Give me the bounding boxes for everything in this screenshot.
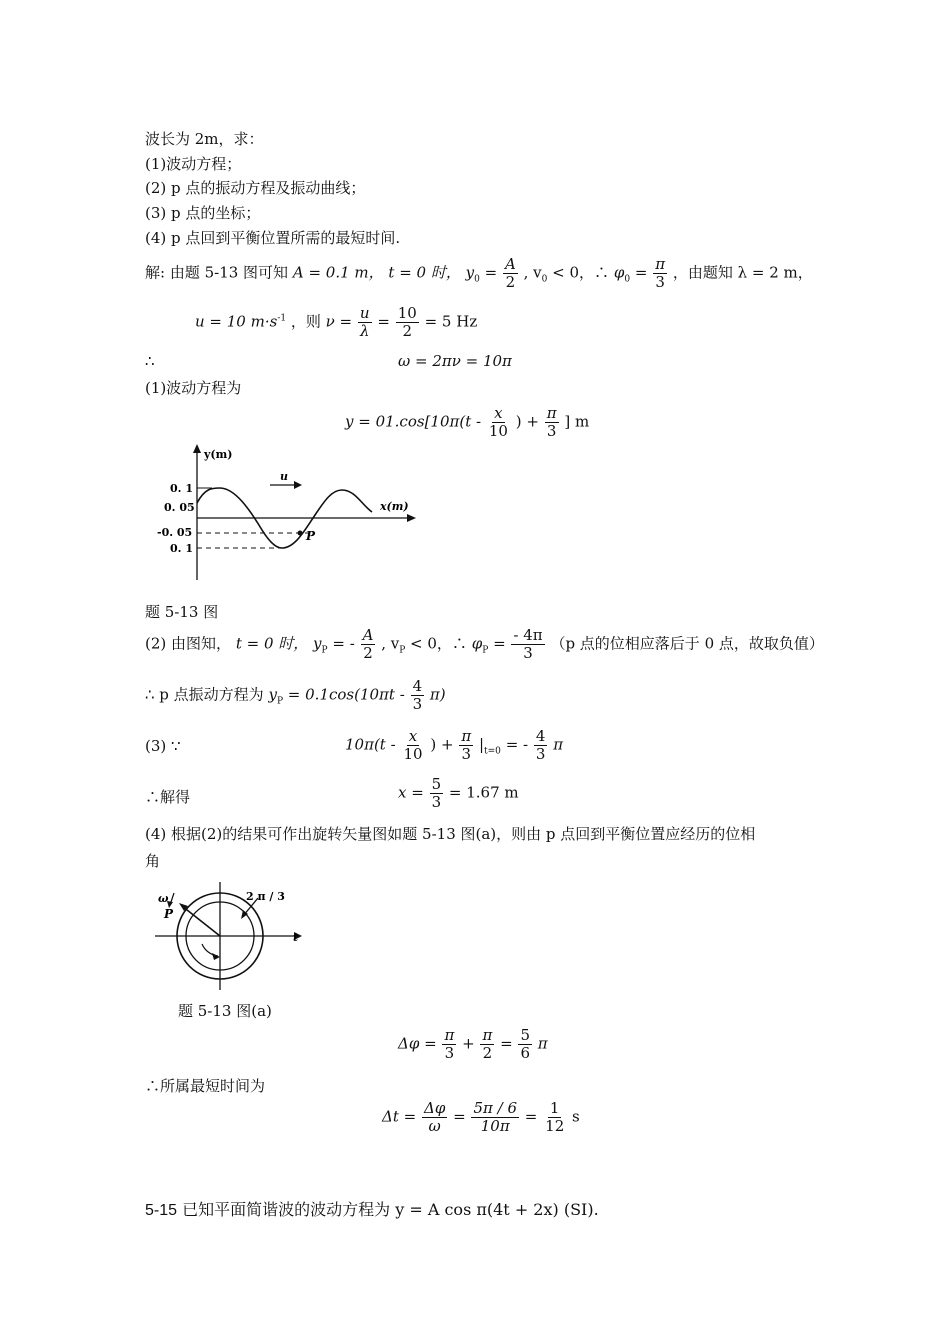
tick-label-0-1: 0. 1 (170, 482, 193, 495)
frac-num: Δφ (423, 1099, 446, 1117)
frac-den: 12 (545, 1117, 565, 1135)
nu-eq: ν = (325, 312, 353, 331)
figure2-caption: 题 5-13 图(a) (178, 1002, 272, 1020)
delta-t-eq (382, 1100, 580, 1135)
v0-sub: 0 (541, 274, 548, 285)
frac-den: 3 (535, 745, 546, 763)
phip-symbol: φ (471, 634, 483, 653)
figure1-caption: 题 5-13 图 (145, 603, 219, 621)
phase-arc-arrow (212, 953, 220, 960)
rotation-vector-figure (150, 878, 310, 993)
u-exp: -1 (277, 313, 287, 324)
question-3: (3) p 点的坐标； (145, 204, 261, 222)
y-axis-arrow (193, 444, 201, 453)
frac-den: 10π (480, 1117, 510, 1135)
delta-phi-eq (398, 1027, 548, 1062)
fraction-5pi6-over-10pi (471, 1100, 519, 1135)
frac-num: 1 (549, 1099, 560, 1117)
frac-den: 2 (363, 644, 373, 662)
part2-t0: t = 0 时， (235, 634, 309, 653)
fraction-dphi-over-omega (422, 1100, 447, 1135)
hz-text: = 5 Hz (424, 312, 478, 331)
part3-label: (3) ∵ (145, 737, 181, 755)
then-text: ，则 (290, 312, 321, 331)
therefore-symbol: ∴ (145, 352, 155, 370)
part4-text-b: 角 (145, 852, 161, 870)
frac-num: π (546, 404, 557, 422)
problem-text: 已知平面简谐波的波动方程为 y = A cos π(4t + 2x) (SI). (182, 1200, 599, 1219)
frac-den: 3 (655, 273, 665, 291)
osc-lead: ∴ p 点振动方程为 (145, 685, 264, 704)
part3-eq-c: = - (505, 735, 529, 754)
frac-den: 2 (482, 1044, 493, 1062)
part3-equation: 10π(t - $\frac{x}{10}$ ) + $\frac{\pi}{3}$ $|_{t=0}$ = - $\frac{4}{3}$ π (345, 727, 564, 763)
y0-sub: 0 (474, 274, 480, 285)
equals-sign: = (524, 1107, 538, 1126)
part4-text-a: (4) 根据(2)的结果可作出旋转矢量图如题 5-13 图(a)，则由 p 点回到平衡位置应经历的位相 (145, 825, 756, 843)
x-axis-label: x(m) (380, 500, 409, 513)
point-p (298, 531, 303, 536)
fraction-A-over-2 (361, 627, 376, 662)
frac-num: 5 (431, 775, 442, 793)
question-4: (4) p 点回到平衡位置所需的最短时间. (145, 229, 401, 247)
frac-num: 4 (412, 677, 423, 695)
frac-num: x (494, 404, 503, 422)
phase-arc (202, 944, 218, 956)
shortest-time-text: ∴所属最短时间为 (145, 1077, 266, 1095)
lambda-text: ，由题知 λ = 2 m， (672, 263, 813, 282)
tick-label-0-05: 0. 05 (164, 501, 195, 514)
frac-num: π (482, 1026, 493, 1044)
solution-lead: 解: 由题 5-13 图可知 (145, 263, 289, 282)
t-label: t (293, 931, 299, 944)
frac-den: 3 (431, 793, 442, 811)
amplitude-eq: A = 0.1 m， (292, 263, 384, 282)
x-eq: x = (398, 783, 424, 802)
frac-den: 10 (488, 422, 508, 440)
frac-num: u (359, 304, 370, 322)
frac-den: 3 (412, 695, 423, 713)
equals-sign: = (453, 1107, 466, 1126)
wave-equation (345, 405, 589, 440)
u-eq: u = 10 m·s (195, 312, 278, 331)
yp-symbol: y (313, 634, 322, 653)
wave-figure (150, 440, 420, 585)
phi0-symbol: φ (613, 263, 625, 282)
frac-den: 6 (520, 1044, 530, 1062)
fraction-pi-over-3 (653, 256, 667, 291)
fraction-u-over-lambda (358, 305, 372, 340)
u-label: u (280, 470, 288, 483)
frac-den: 3 (461, 745, 472, 763)
frac-den: 2 (402, 322, 413, 340)
question-1: (1)波动方程； (145, 155, 242, 173)
problem-number: 5-15 (145, 1202, 178, 1219)
frac-num: A (362, 626, 374, 644)
yp-symbol: y (268, 685, 277, 704)
wave-eq-title: (1)波动方程为 (145, 379, 242, 397)
phi0-sub: 0 (624, 274, 631, 285)
x-solution (398, 776, 519, 811)
frac-num: π (461, 727, 472, 745)
frac-num: - 4π (513, 626, 543, 644)
fraction-5-over-3 (430, 776, 444, 811)
frac-num: 5π / 6 (473, 1099, 518, 1117)
frac-den: ω (428, 1117, 441, 1135)
vector-op (182, 906, 220, 936)
fraction-pi-over-3 (442, 1027, 456, 1062)
oscillation-eq (145, 678, 446, 713)
question-2: (2) p 点的振动方程及振动曲线； (145, 179, 366, 197)
vp-symbol: , v (381, 634, 400, 653)
p-label: P (164, 907, 174, 921)
frac-num: 4 (535, 727, 546, 745)
fraction-x-over-10 (487, 405, 510, 440)
frac-den: 3 (523, 644, 533, 662)
vp-sub: P (399, 645, 406, 656)
fraction-4-over-3 (411, 678, 425, 713)
fraction-neg4pi-over-3 (511, 627, 544, 662)
solution-line-2: u = 10 $m\cdot s^{-1}$ ，则 ν = $\frac{u}{\lambda}$ = $\frac{10}{2}$ = 5 Hz (195, 304, 478, 340)
t0-text: t = 0 时， (388, 263, 461, 282)
part2-line: (2) 由图知， t = 0 时， $y_P$ = - $\frac{A}{2}$ , $v_P < 0$，∴ $\varphi_P$ = $\frac{- 4\pi}{3}$ （p 点的位相应落后于 0 点，故取负值） (145, 626, 824, 662)
yp-sub: P (321, 645, 328, 656)
fraction-4-over-3 (534, 728, 548, 763)
equals-sign: = (500, 1034, 513, 1053)
tick-label-neg-0-05: -0. 05 (157, 526, 193, 539)
solve-text: ∴解得 (145, 788, 191, 806)
frac-num: π (444, 1026, 455, 1044)
intro-line-0: 波长为 2m，求： (145, 130, 264, 148)
frac-num: π (655, 255, 666, 273)
wave-eq-a: y = 01.cos[10π(t - (345, 412, 482, 431)
fraction-5-over-6 (518, 1027, 532, 1062)
frac-den: 2 (505, 273, 516, 291)
phip-sub: P (482, 645, 489, 656)
y0-symbol: y (465, 263, 475, 282)
fraction-1-over-12 (543, 1100, 566, 1135)
part3-eq-d: π (553, 735, 564, 754)
part2-note: （p 点的位相应落后于 0 点，故取负值） (550, 634, 824, 653)
y-axis-label: y(m) (204, 448, 233, 461)
frac-den: 3 (546, 422, 557, 440)
yp-sub: P (276, 696, 284, 707)
dphi-lhs: Δφ = (398, 1034, 437, 1053)
frac-den: λ (360, 322, 370, 340)
omega-eq: ω = 2πν = 10π (398, 352, 512, 370)
frac-den: 3 (444, 1044, 455, 1062)
x-axis-arrow (407, 514, 416, 522)
fraction-x-over-10 (401, 728, 424, 763)
v0-cond: , v (523, 263, 542, 282)
dt-lhs: Δt = (382, 1107, 417, 1126)
v0-tail: < 0，∴ (547, 263, 610, 282)
fraction-pi-over-3 (545, 405, 559, 440)
part3-eq-b: ) + (430, 735, 454, 754)
fraction-10-over-2 (396, 305, 419, 340)
plus-sign: + (462, 1034, 475, 1053)
angle-label: 2 π / 3 (246, 890, 285, 903)
next-problem (145, 1197, 599, 1220)
frac-den: 10 (403, 745, 423, 763)
frac-num: 5 (520, 1026, 530, 1044)
pi-tail: π (537, 1034, 548, 1053)
vp-tail: < 0，∴ (405, 634, 467, 653)
fraction-pi-over-2 (480, 1027, 494, 1062)
x-value: = 1.67 m (448, 783, 519, 802)
u-arrowhead (294, 481, 302, 489)
solution-line-1: 解: 由题 5-13 图可知 A = 0.1 m， t = 0 时， $y_0$ = $\frac{A}{2}$ , $v_0 < 0$，∴ $\varphi_0$ = $\frac{\pi}{3}$ ，由题知 λ = 2 m， (145, 255, 813, 291)
part3-eq-sub: t=0 (484, 746, 501, 757)
osc-tail: π) (429, 685, 446, 704)
frac-num: 10 (397, 304, 417, 322)
wave-eq-c: ] m (564, 412, 590, 431)
fraction-A-over-2 (503, 256, 518, 291)
frac-num: x (408, 727, 418, 745)
part3-eq-a: 10π(t - (345, 735, 396, 754)
wave-eq-b: ) + (515, 412, 539, 431)
seconds-unit: s (572, 1107, 580, 1126)
tick-label-0-1-low: 0. 1 (170, 542, 193, 555)
osc-body: = 0.1cos(10πt - (287, 685, 405, 704)
frac-num: A (505, 255, 516, 273)
part2-lead: (2) 由图知， (145, 634, 232, 653)
omega-label: ω (158, 892, 169, 905)
eq-neg: = - (332, 634, 355, 653)
fraction-pi-over-3 (459, 728, 473, 763)
point-p-label: P (306, 529, 316, 543)
